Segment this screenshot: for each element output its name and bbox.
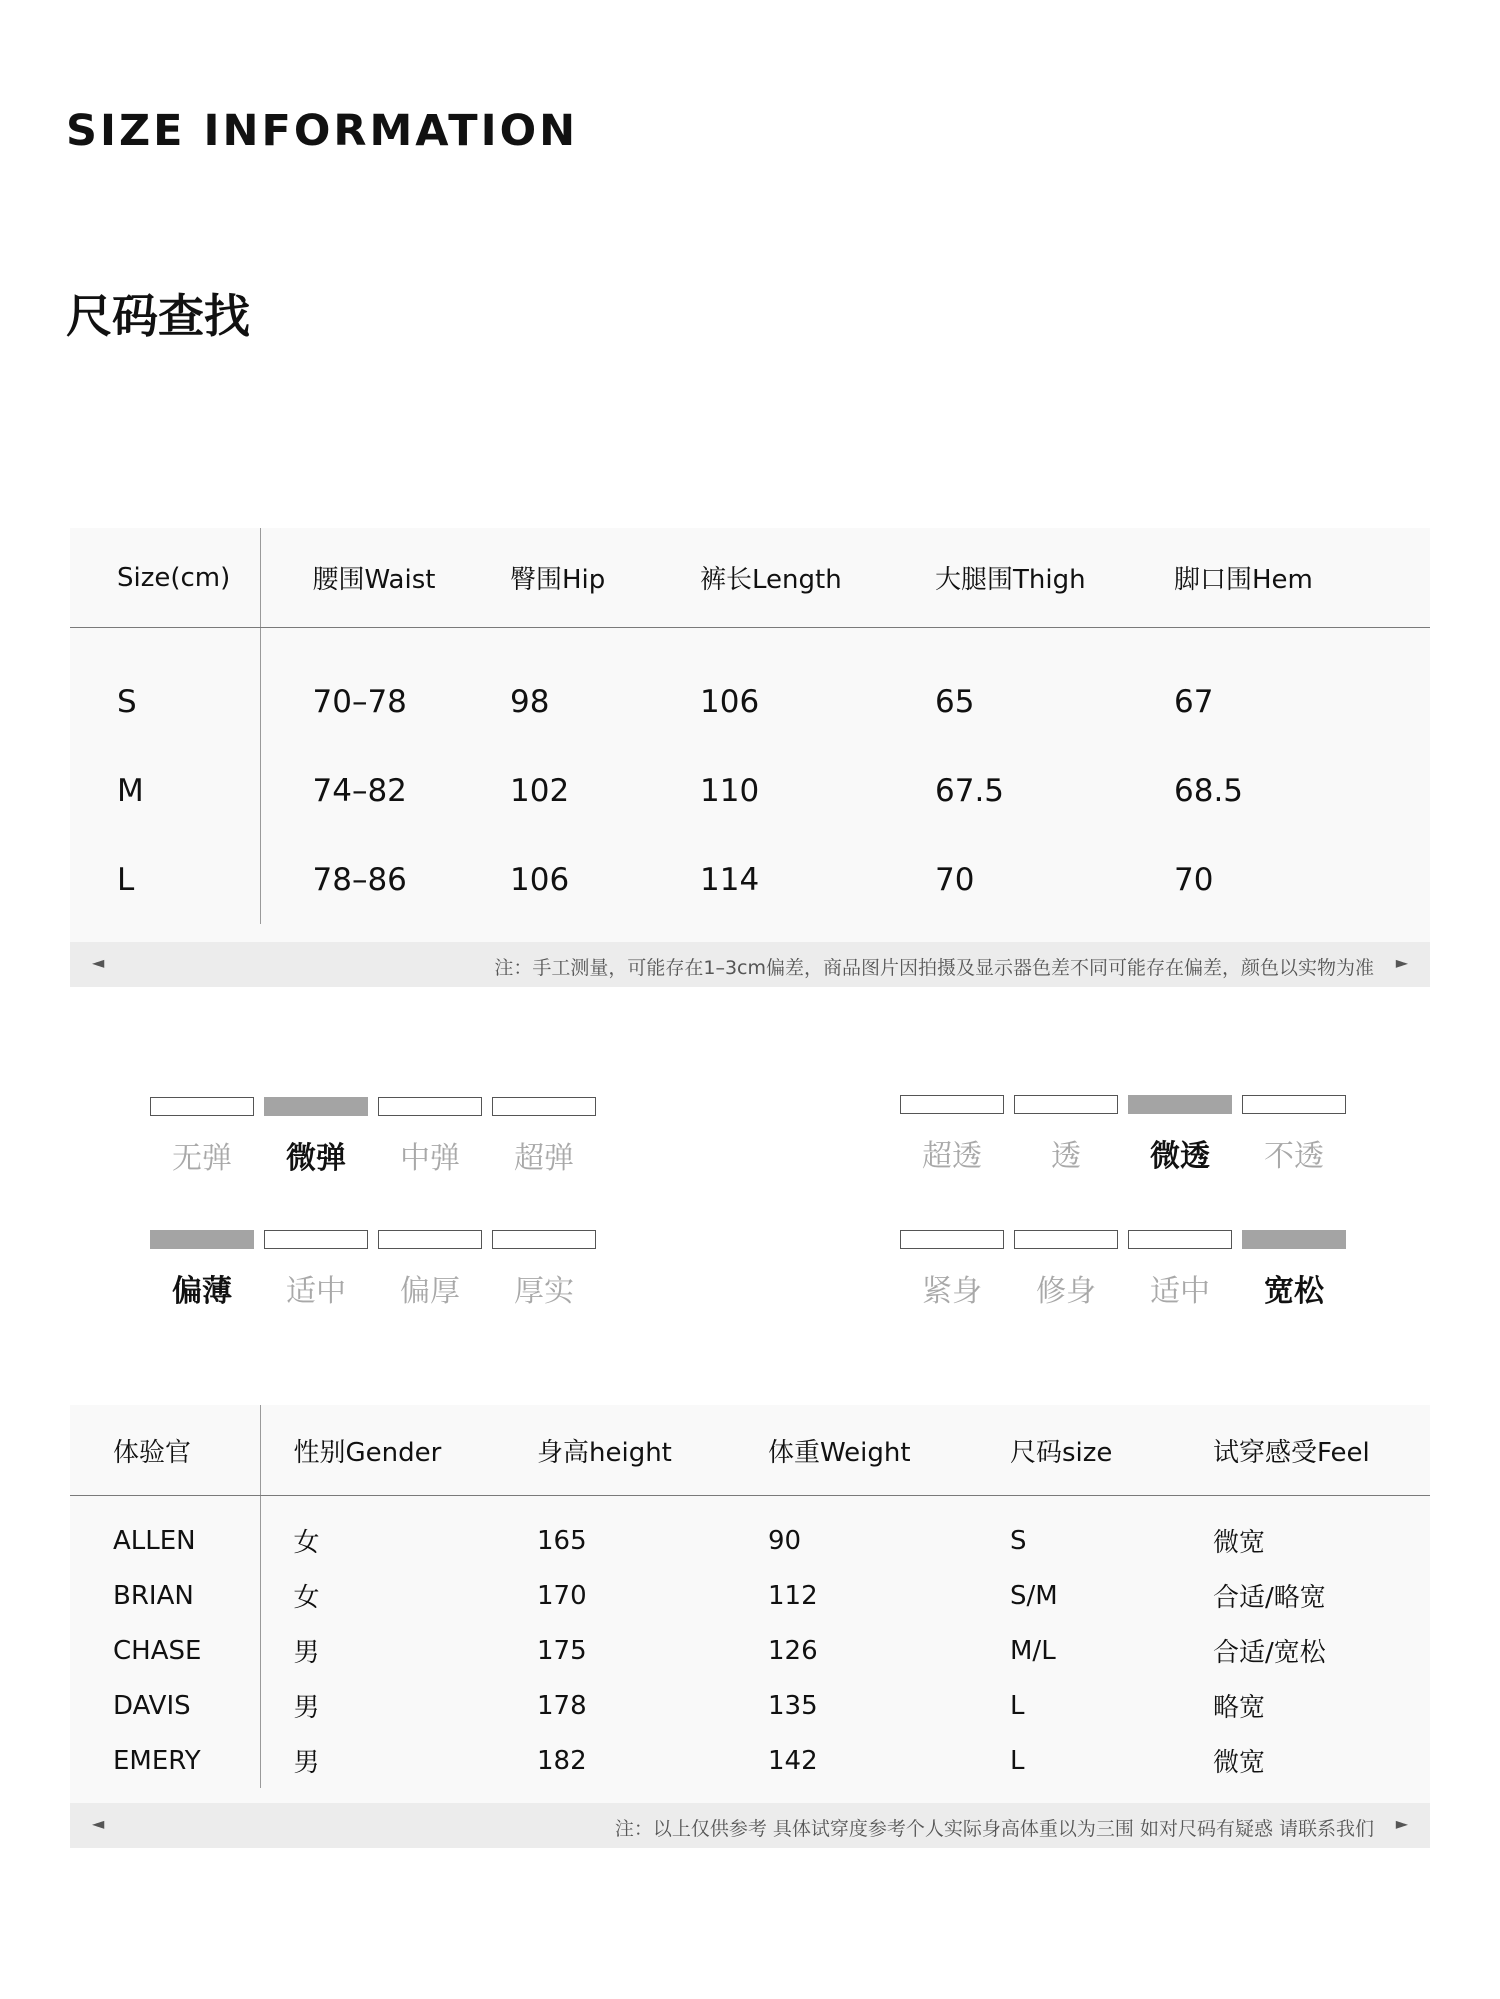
table-cell: 男 (293, 1638, 320, 1668)
table-cell: S/M (1010, 1580, 1058, 1611)
table-cell: 106 (510, 861, 570, 898)
fit-segment (1242, 1230, 1346, 1249)
table-cell: 106 (700, 683, 760, 720)
transparency-segment (1128, 1095, 1232, 1114)
table-cell: 178 (537, 1690, 587, 1721)
table-cell: 90 (768, 1525, 802, 1556)
fit-note-text: 注：以上仅供参考 具体试穿度参考个人实际身高体重以为三围 如对尺码有疑惑 请联系我们 (614, 1818, 1374, 1840)
table-cell: 74–82 (312, 772, 407, 809)
arrow-left-icon: ◄ (92, 1814, 105, 1833)
table-cell: S (1010, 1525, 1027, 1556)
transparency-option-label: 透 (1051, 1139, 1081, 1174)
elasticity-option-label: 中弹 (400, 1141, 460, 1176)
size-table-header-row (70, 528, 1430, 628)
table-cell: 182 (537, 1745, 587, 1776)
transparency-option-label: 微透 (1150, 1139, 1210, 1174)
fit-option-label: 宽松 (1264, 1274, 1324, 1309)
table-cell: 78–86 (312, 861, 407, 898)
fit-table-panel (70, 1405, 1430, 1805)
table-row (70, 1568, 1430, 1623)
header-cell: 臀围Hip (475, 528, 660, 628)
table-cell: 68.5 (1174, 772, 1244, 809)
table-row (70, 628, 1430, 747)
thickness-option-label: 偏厚 (400, 1274, 460, 1309)
table-cell: 175 (537, 1635, 587, 1666)
table-cell: 170 (537, 1580, 587, 1611)
elasticity-segment (150, 1097, 254, 1116)
table-cell: L (70, 835, 260, 924)
table-cell: 合适/宽松 (1213, 1638, 1326, 1668)
table-cell: 142 (768, 1745, 818, 1776)
transparency-option-label: 不透 (1264, 1139, 1324, 1174)
table-cell: 98 (510, 683, 550, 720)
table-cell: M/L (1010, 1635, 1056, 1666)
table-row (70, 1678, 1430, 1733)
thickness-option-label: 适中 (286, 1274, 346, 1309)
section-title: 尺码查找 (66, 289, 250, 343)
table-cell: M (70, 746, 260, 835)
table-cell: 102 (510, 772, 570, 809)
table-cell: 男 (293, 1693, 320, 1723)
table-row (70, 746, 1430, 835)
elasticity-option-label: 无弹 (172, 1141, 232, 1176)
header-cell: 脚口围Hem (1127, 528, 1430, 628)
header-cell: 裤长Length (660, 528, 885, 628)
header-cell: 身高height (505, 1405, 735, 1496)
table-cell: DAVIS (70, 1678, 260, 1733)
size-note-text: 注：手工测量，可能存在1–3cm偏差，商品图片因拍摄及显示器色差不同可能存在偏差，颜色以实物为准 (494, 957, 1374, 979)
table-cell: 110 (700, 772, 760, 809)
table-cell: 70–78 (312, 683, 407, 720)
fit-segment (1128, 1230, 1232, 1249)
fit-table (70, 1405, 1430, 1788)
table-cell: 略宽 (1213, 1693, 1266, 1723)
table-cell: 126 (768, 1635, 818, 1666)
table-cell: 65 (935, 683, 975, 720)
elasticity-option-label: 微弹 (286, 1141, 346, 1176)
table-cell: 合适/略宽 (1213, 1583, 1326, 1613)
header-cell: 腰围Waist (260, 528, 475, 628)
header-cell: 试穿感受Feel (1177, 1405, 1430, 1496)
transparency-segment (1014, 1095, 1118, 1114)
header-cell: Size(cm) (70, 528, 260, 628)
table-cell: EMERY (70, 1733, 260, 1788)
header-cell: 大腿围Thigh (885, 528, 1127, 628)
fit-segment (900, 1230, 1004, 1249)
elasticity-segment (378, 1097, 482, 1116)
table-cell: BRIAN (70, 1568, 260, 1623)
table-cell: 165 (537, 1525, 587, 1556)
fit-option-label: 修身 (1036, 1274, 1096, 1309)
table-cell: L (1010, 1690, 1025, 1721)
header-cell: 体验官 (70, 1405, 260, 1496)
transparency-segment (900, 1095, 1004, 1114)
arrow-left-icon: ◄ (92, 953, 105, 972)
header-cell: 体重Weight (735, 1405, 975, 1496)
thickness-segment (264, 1230, 368, 1249)
table-row (70, 835, 1430, 924)
table-cell: 微宽 (1213, 1748, 1266, 1778)
thickness-option-label: 厚实 (514, 1274, 574, 1309)
table-row (70, 1623, 1430, 1678)
page-title: SIZE INFORMATION (66, 106, 579, 156)
table-cell: 135 (768, 1690, 818, 1721)
table-cell: 70 (1174, 861, 1214, 898)
table-row (70, 1496, 1430, 1569)
thickness-segment (378, 1230, 482, 1249)
table-cell: 微宽 (1213, 1528, 1266, 1558)
transparency-segment (1242, 1095, 1346, 1114)
header-cell: 尺码size (975, 1405, 1177, 1496)
thickness-segment (492, 1230, 596, 1249)
table-cell: S (70, 628, 260, 747)
table-cell: 112 (768, 1580, 818, 1611)
table-cell: L (1010, 1745, 1025, 1776)
thickness-segment (150, 1230, 254, 1249)
table-cell: 67.5 (935, 772, 1005, 809)
table-cell: ALLEN (70, 1496, 260, 1569)
table-cell: 70 (935, 861, 975, 898)
size-note-bar (70, 942, 1430, 987)
arrow-right-icon: ► (1395, 953, 1408, 972)
table-cell: 男 (293, 1748, 320, 1778)
thickness-option-label: 偏薄 (172, 1274, 232, 1309)
table-cell: 67 (1174, 683, 1214, 720)
table-row (70, 1733, 1430, 1788)
transparency-option-label: 超透 (922, 1139, 982, 1174)
fit-note-bar (70, 1803, 1430, 1848)
elasticity-option-label: 超弹 (514, 1141, 574, 1176)
arrow-right-icon: ► (1395, 1814, 1408, 1833)
table-cell: 女 (293, 1583, 320, 1613)
table-cell: 女 (293, 1528, 320, 1558)
fit-option-label: 紧身 (922, 1274, 982, 1309)
fit-segment (1014, 1230, 1118, 1249)
elasticity-segment (492, 1097, 596, 1116)
table-cell: 114 (700, 861, 760, 898)
header-cell: 性别Gender (260, 1405, 505, 1496)
size-table (70, 528, 1430, 924)
table-cell: CHASE (70, 1623, 260, 1678)
elasticity-segment (264, 1097, 368, 1116)
fit-table-header-row (70, 1405, 1430, 1496)
size-table-panel (70, 528, 1430, 942)
fit-option-label: 适中 (1150, 1274, 1210, 1309)
